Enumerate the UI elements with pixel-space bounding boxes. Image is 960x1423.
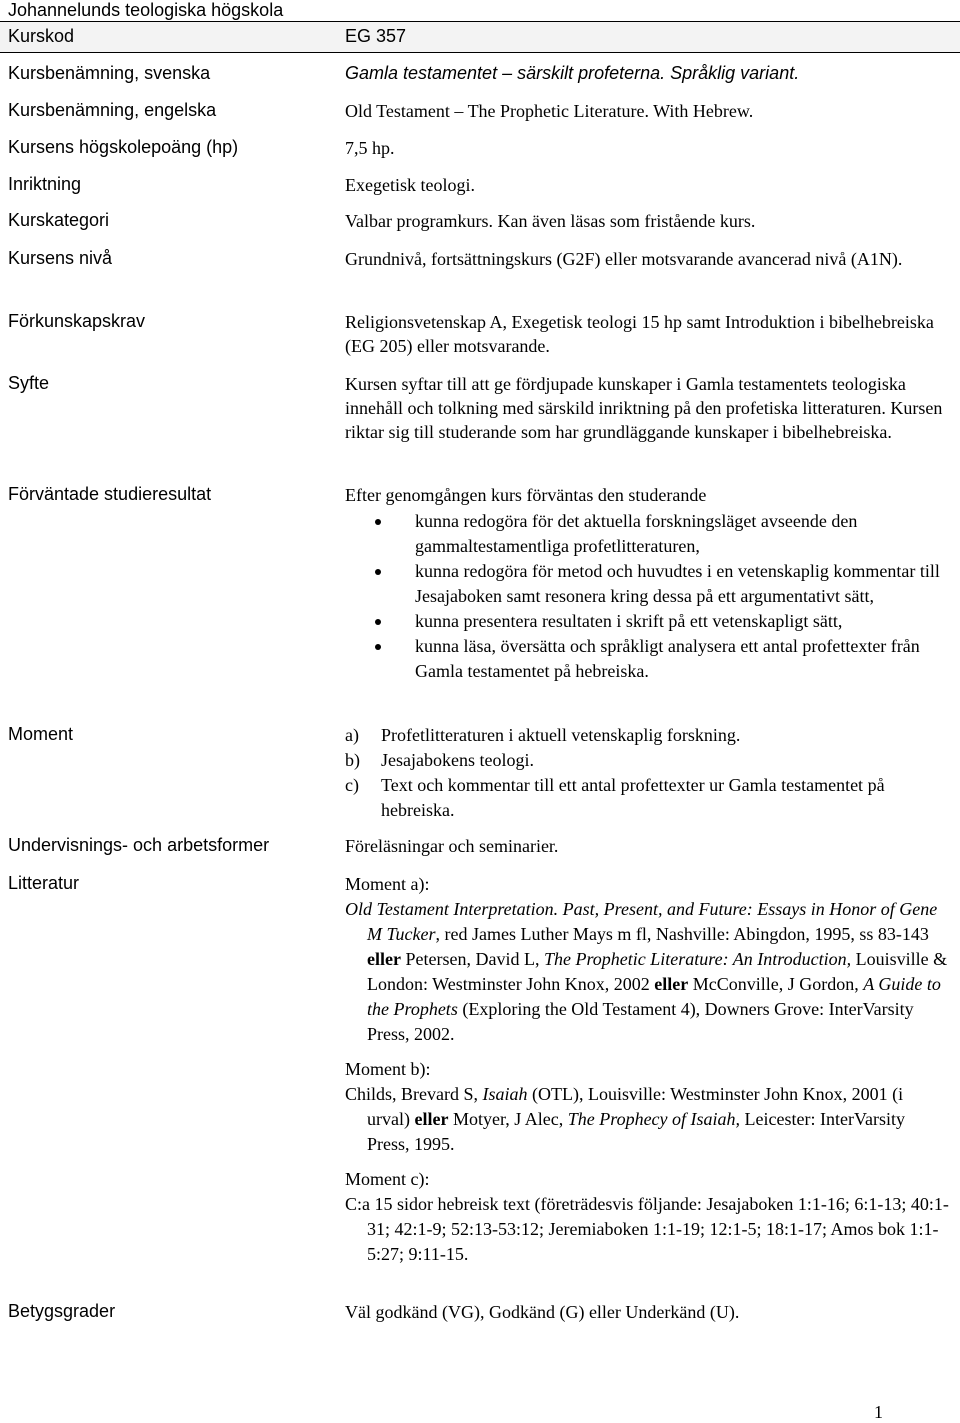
lit-b-reference <box>345 1082 950 1157</box>
label-kategori: Kurskategori <box>8 210 110 230</box>
label-namn-en: Kursbenämning, engelska <box>8 100 217 120</box>
value-forkunskap: Religionsvetenskap A, Exegetisk teologi 15 hp samt Introduktion i bibelhebreiska (EG 205) eller motsvarande. <box>345 312 934 356</box>
row-betyg <box>0 1296 960 1328</box>
row-former <box>0 830 960 862</box>
outcome-item: kunna redogöra för det aktuella forskningsläget avseende den gammaltestamentliga profetlitteraturen, <box>415 509 950 559</box>
row-namn-sv <box>0 58 960 88</box>
label-namn-sv: Kursbenämning, svenska <box>8 63 211 83</box>
lit-a3-rest: (Exploring the Old Testament 4), Downers Grove: InterVarsity Press, 2002. <box>367 999 914 1044</box>
lit-a2-title: The Prophetic Literature: An Introduction, <box>543 949 852 969</box>
row-litteratur <box>0 868 960 1288</box>
label-kurskod: Kurskod <box>8 26 75 46</box>
label-resultat: Förväntade studieresultat <box>8 484 212 504</box>
moment-item <box>345 773 950 823</box>
outcome-item: kunna redogöra för metod och huvudtes i en vetenskaplig kommentar till Jesajaboken samt resonera kring dessa på ett argumentativt sätt, <box>415 559 950 609</box>
lit-eller: eller <box>654 974 689 994</box>
value-moment <box>345 723 950 823</box>
label-forkunskap: Förkunskapskrav <box>8 311 146 331</box>
value-syfte: Kursen syftar till att ge fördjupade kunskaper i Gamla testamentets teologiska innehåll och tolkning med särskild inriktning på den profetiska litteraturen. Kursen riktar sig till studerande som har grundläggande kunskaper i bibelhebreiska. <box>345 374 943 442</box>
lit-a1-title: Old Testament Interpretation. Past, Present, and Future: Essays in Honor of Gene M Tucker <box>345 899 938 944</box>
moment-item <box>345 723 950 748</box>
outcome-list <box>345 509 950 684</box>
lit-a2-rest: Louisville & London: Westminster John Knox, 2002 <box>367 949 948 994</box>
moment-list <box>345 723 950 823</box>
row-kurskod <box>0 21 960 53</box>
value-kurskod: EG 357 <box>345 26 407 46</box>
label-syfte: Syfte <box>8 373 50 393</box>
lit-b2-author: Motyer, J Alec, <box>448 1109 568 1129</box>
lit-a3-title: A Guide to the Prophets <box>367 974 941 1019</box>
value-inriktning: Exegetisk teologi. <box>345 175 475 195</box>
value-hp: 7,5 hp. <box>345 138 395 158</box>
lit-b1-author: Childs, Brevard S, <box>345 1084 483 1104</box>
lit-moment-b <box>345 1057 950 1157</box>
row-syfte <box>0 368 960 473</box>
outcome-item: kunna presentera resultaten i skrift på ett vetenskapligt sätt, <box>415 609 950 634</box>
value-namn-en: Old Testament – The Prophetic Literature. With Hebrew. <box>345 101 754 121</box>
lit-b2-title: The Prophecy of Isaiah, <box>567 1109 741 1129</box>
lit-eller: eller <box>367 949 401 969</box>
moment-text: Jesajabokens teologi. <box>381 750 534 770</box>
moment-marker: a) <box>345 725 359 745</box>
lit-a2-author: Petersen, David L, <box>400 949 544 969</box>
lit-c-heading: Moment c): <box>345 1169 430 1189</box>
institution-name: Johannelunds teologiska högskola <box>8 0 284 20</box>
value-kategori: Valbar programkurs. Kan även läsas som fristående kurs. <box>345 211 756 231</box>
row-niva <box>0 243 960 299</box>
moment-marker: b) <box>345 750 360 770</box>
label-betyg: Betygsgrader <box>8 1301 116 1321</box>
label-moment: Moment <box>8 724 74 744</box>
row-hp <box>0 132 960 162</box>
label-litteratur: Litteratur <box>8 873 80 893</box>
value-litteratur <box>345 872 950 1277</box>
lit-a3-author: McConville, J Gordon, <box>688 974 864 994</box>
lit-a-reference <box>345 897 950 1047</box>
value-namn-sv: Gamla testamentet – särskilt profeterna. Språklig variant. <box>345 63 800 83</box>
lit-b-heading: Moment b): <box>345 1059 431 1079</box>
lit-b1-rest: (OTL), Louisville: Westminster John Knox, 2001 (i urval) <box>367 1084 904 1129</box>
row-resultat <box>0 479 960 709</box>
row-inriktning <box>0 169 960 199</box>
moment-text: Text och kommentar till ett antal profettexter ur Gamla testamentet på hebreiska. <box>381 775 885 820</box>
value-betyg: Väl godkänd (VG), Godkänd (G) eller Underkänd (U). <box>345 1302 740 1322</box>
moment-text: Profetlitteraturen i aktuell vetenskaplig forskning. <box>381 725 741 745</box>
lit-b2-rest: Leicester: InterVarsity Press, 1995. <box>367 1109 905 1154</box>
moment-marker: c) <box>345 775 359 795</box>
value-niva: Grundnivå, fortsättningskurs (G2F) eller motsvarande avancerad nivå (A1N). <box>345 249 903 269</box>
row-forkunskap <box>0 306 960 362</box>
value-resultat <box>345 483 950 684</box>
lit-moment-c <box>345 1167 950 1267</box>
row-kategori <box>0 205 960 235</box>
label-inriktning: Inriktning <box>8 174 82 194</box>
label-niva: Kursens nivå <box>8 248 113 268</box>
moment-item <box>345 748 950 773</box>
lit-a1-rest: , red James Luther Mays m fl, Nashville: Abingdon, 1995, ss 83-143 <box>435 924 929 944</box>
row-namn-en <box>0 95 960 125</box>
lit-a-heading: Moment a): <box>345 874 430 894</box>
label-hp: Kursens högskolepoäng (hp) <box>8 137 239 157</box>
row-moment <box>0 719 960 819</box>
page-number: 1 <box>874 1402 883 1422</box>
lit-eller: eller <box>414 1109 449 1129</box>
resultat-intro: Efter genomgången kurs förväntas den studerande <box>345 485 707 505</box>
lit-moment-a <box>345 872 950 1047</box>
value-former: Föreläsningar och seminarier. <box>345 836 559 856</box>
lit-b1-title: Isaiah <box>482 1084 528 1104</box>
lit-c-reference: C:a 15 sidor hebreisk text (företrädesvis följande: Jesajaboken 1:1-16; 6:1-13; 40:1-31; 42:1-9; 52:13-53:12; Jeremiaboken 1:1-19; 12:1-5; 18:1-17; Amos bok 1:1-5:27; 9:11-15. <box>345 1194 949 1264</box>
label-former: Undervisnings- och arbetsformer <box>8 835 270 855</box>
outcome-item: kunna läsa, översätta och språkligt analysera ett antal profettexter från Gamla testamentet på hebreiska. <box>415 634 950 684</box>
